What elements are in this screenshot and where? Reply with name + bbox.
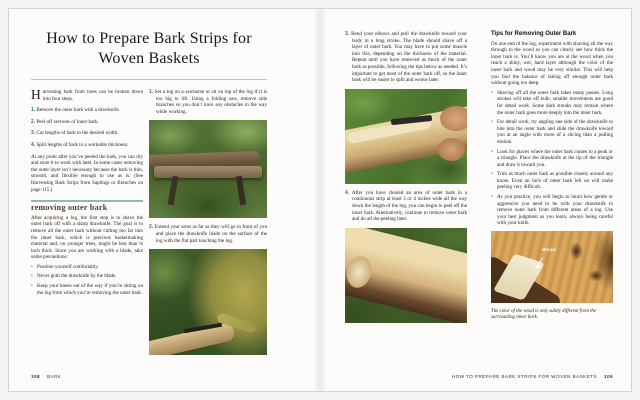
overview-step-3 — [31, 130, 143, 137]
section-heading: removing outer bark — [31, 203, 108, 213]
step-number: 4. — [31, 141, 36, 148]
photo-peeled-log-closeup — [345, 228, 467, 323]
bench-leg-shape — [168, 176, 179, 206]
hand-shape — [438, 138, 465, 161]
photo-drawknife-stroke — [345, 89, 467, 184]
instruction-step-1 — [149, 89, 267, 115]
instruction-step-4 — [345, 190, 467, 223]
step-text: Extend your arms as far as they will go in front of you and place the drawknife blade on the surface of the log with the flat part touching the log. — [154, 224, 267, 244]
tips-heading: Tips for Removing Outer Bark — [491, 31, 577, 37]
overview-step-2 — [31, 119, 143, 126]
bench-seat-shape — [154, 166, 263, 178]
bench-leg-shape — [235, 176, 245, 206]
step-number: 3. — [31, 130, 36, 137]
step-text: Set a log on a sawhorse or sit on top of the log if it is too big to lift. Using a folding saw, remove side branches so you don’t have any obstacles in the way while working. — [154, 89, 267, 115]
photo-wood-closeup — [491, 231, 613, 303]
photo-caption: The color of the wood is only subtly different from the surrounding inner bark. — [491, 309, 597, 321]
step-text: After you have cleared an area of outer bark in a continuous strip at least 3 or 4 inches wide all the way down the length of the log, you can begin to peel off the inner bark. Alternatively, continue to remove outer bark and do all the peeling later. — [351, 189, 467, 223]
tip-item: • For detail work, try angling one side of the drawknife to bite into the outer bark and slide the drawknife toward you at an angle with more of a slicing than a pulling motion. — [491, 119, 613, 145]
tips-intro: On one end of the log, experiment with shaving all the way through to the wood so you can clearly see how thick the inner bark is. You’ll know you are at the wood when you reach a shiny, wet, hard layer although the color of the inner bark and wood may be very similar. This will help you find the balance of taking off enough outer bark without going too deep. — [491, 40, 613, 87]
step-text: Remove the outer bark with a drawknife. — [36, 107, 121, 114]
step-number: 2. — [149, 224, 154, 231]
left-page — [9, 9, 321, 391]
step-number: 2. — [31, 118, 36, 125]
step-text: Split lengths of bark to a workable thickness. — [36, 141, 129, 148]
tip-item: • Look for places where the outer bark comes to a peak or a triangle. Place the drawknife at the tip of the triangle and draw it toward you. — [491, 149, 613, 169]
step-number: 3. — [345, 31, 350, 37]
wood-annotation-label: Wood — [542, 246, 557, 252]
section-rule — [31, 200, 143, 202]
title-rule — [31, 79, 267, 80]
tips-column — [491, 31, 613, 321]
tip-item: • Trim as much outer bark as possible closely around any knots. Even an inch of outer bark left on will make peeling very difficult. — [491, 171, 613, 191]
right-column-steps — [345, 31, 467, 329]
left-page-footer — [31, 374, 61, 379]
chapter-label: BARK — [47, 374, 62, 379]
tips-list — [491, 90, 613, 227]
precaution-item: • Keep your knees out of the way if you’re sitting on the log from which you’re removing the outer bark. — [31, 283, 143, 296]
step-number: 4. — [345, 189, 350, 196]
page-gutter — [313, 9, 327, 391]
precaution-item: • Position yourself comfortably. — [31, 264, 143, 271]
section-body: After acquiring a log, the first step is to shave the outer bark off with a sharp drawknife. The goal is to remove all the outer bark without cutting too far into the inner bark, which is precious basketmaking material and, on younger trees, might be less than ⅛ inch thick. Since you are working with a blade, take some precautions: — [31, 214, 143, 261]
intro-paragraph — [31, 89, 143, 102]
tip-item: • Shaving off all the outer bark takes many passes. Long strokes will take off bulk; smaller movements are good for detail work. Some dark streaks may remain where the outer bark goes more deeply into the inner bark. — [491, 90, 613, 116]
page-title: How to Prepare Bark Strips for Woven Baskets — [46, 30, 252, 68]
left-column-text — [31, 89, 143, 299]
right-page-footer — [452, 374, 613, 379]
photo-log-on-sawhorse — [149, 120, 267, 218]
overview-step-1 — [31, 107, 143, 114]
overview-step-4 — [31, 142, 143, 149]
wood-annotation-arrow-icon — [531, 256, 547, 272]
precaution-list — [31, 264, 143, 296]
precaution-item: • Never grab the drawknife by the blade. — [31, 273, 143, 280]
right-page — [321, 9, 633, 391]
left-column-steps — [149, 89, 267, 361]
step-number: 1. — [149, 89, 154, 95]
instruction-step-2 — [149, 224, 267, 244]
running-head: HOW TO PREPARE BARK STRIPS FOR WOVEN BASKETS — [451, 374, 597, 379]
page-number: 109 — [603, 374, 613, 379]
book-spread — [8, 8, 632, 392]
photo-drawknife-start — [149, 249, 267, 355]
step-text: Bend your elbows and pull the drawknife toward your body in a long stroke. The blade should shave off a layer of outer bark. You may have to put some muscle into this, depending on the thickness of the material. Repeat until you have removed as much of the outer bark as possible, following the tips below as needed. It’s important to get most of the outer bark off, so the inner bark will be easier to split and weave later. — [351, 31, 468, 84]
page-number: 108 — [31, 374, 41, 379]
instruction-step-3 — [345, 31, 467, 84]
hand-shape — [440, 106, 467, 131]
tip-item: • As you practice, you will begin to intuit how gentle or aggressive you need to be with your drawknife to remove outer bark from different areas of a log. Use your best judgment as you learn, always being careful with your knife. — [491, 194, 613, 227]
storage-note: At any point after you’ve peeled the bark, you can dry and store it to work with later. In some cases removing the outer layer isn’t necessary because the bark is thin, smooth, and flexible enough to use as is. (See Harvesting Bark Strips from Saplings or Branches on page 115.) — [31, 153, 143, 193]
intro-text: arvesting bark from trees can be broken down into four steps. — [42, 89, 143, 102]
drop-cap: H — [31, 87, 41, 102]
step-text: Cut lengths of bark to the desired width. — [36, 130, 119, 137]
step-number: 1. — [31, 107, 36, 114]
step-text: Peel off sections of inner bark. — [36, 118, 99, 125]
